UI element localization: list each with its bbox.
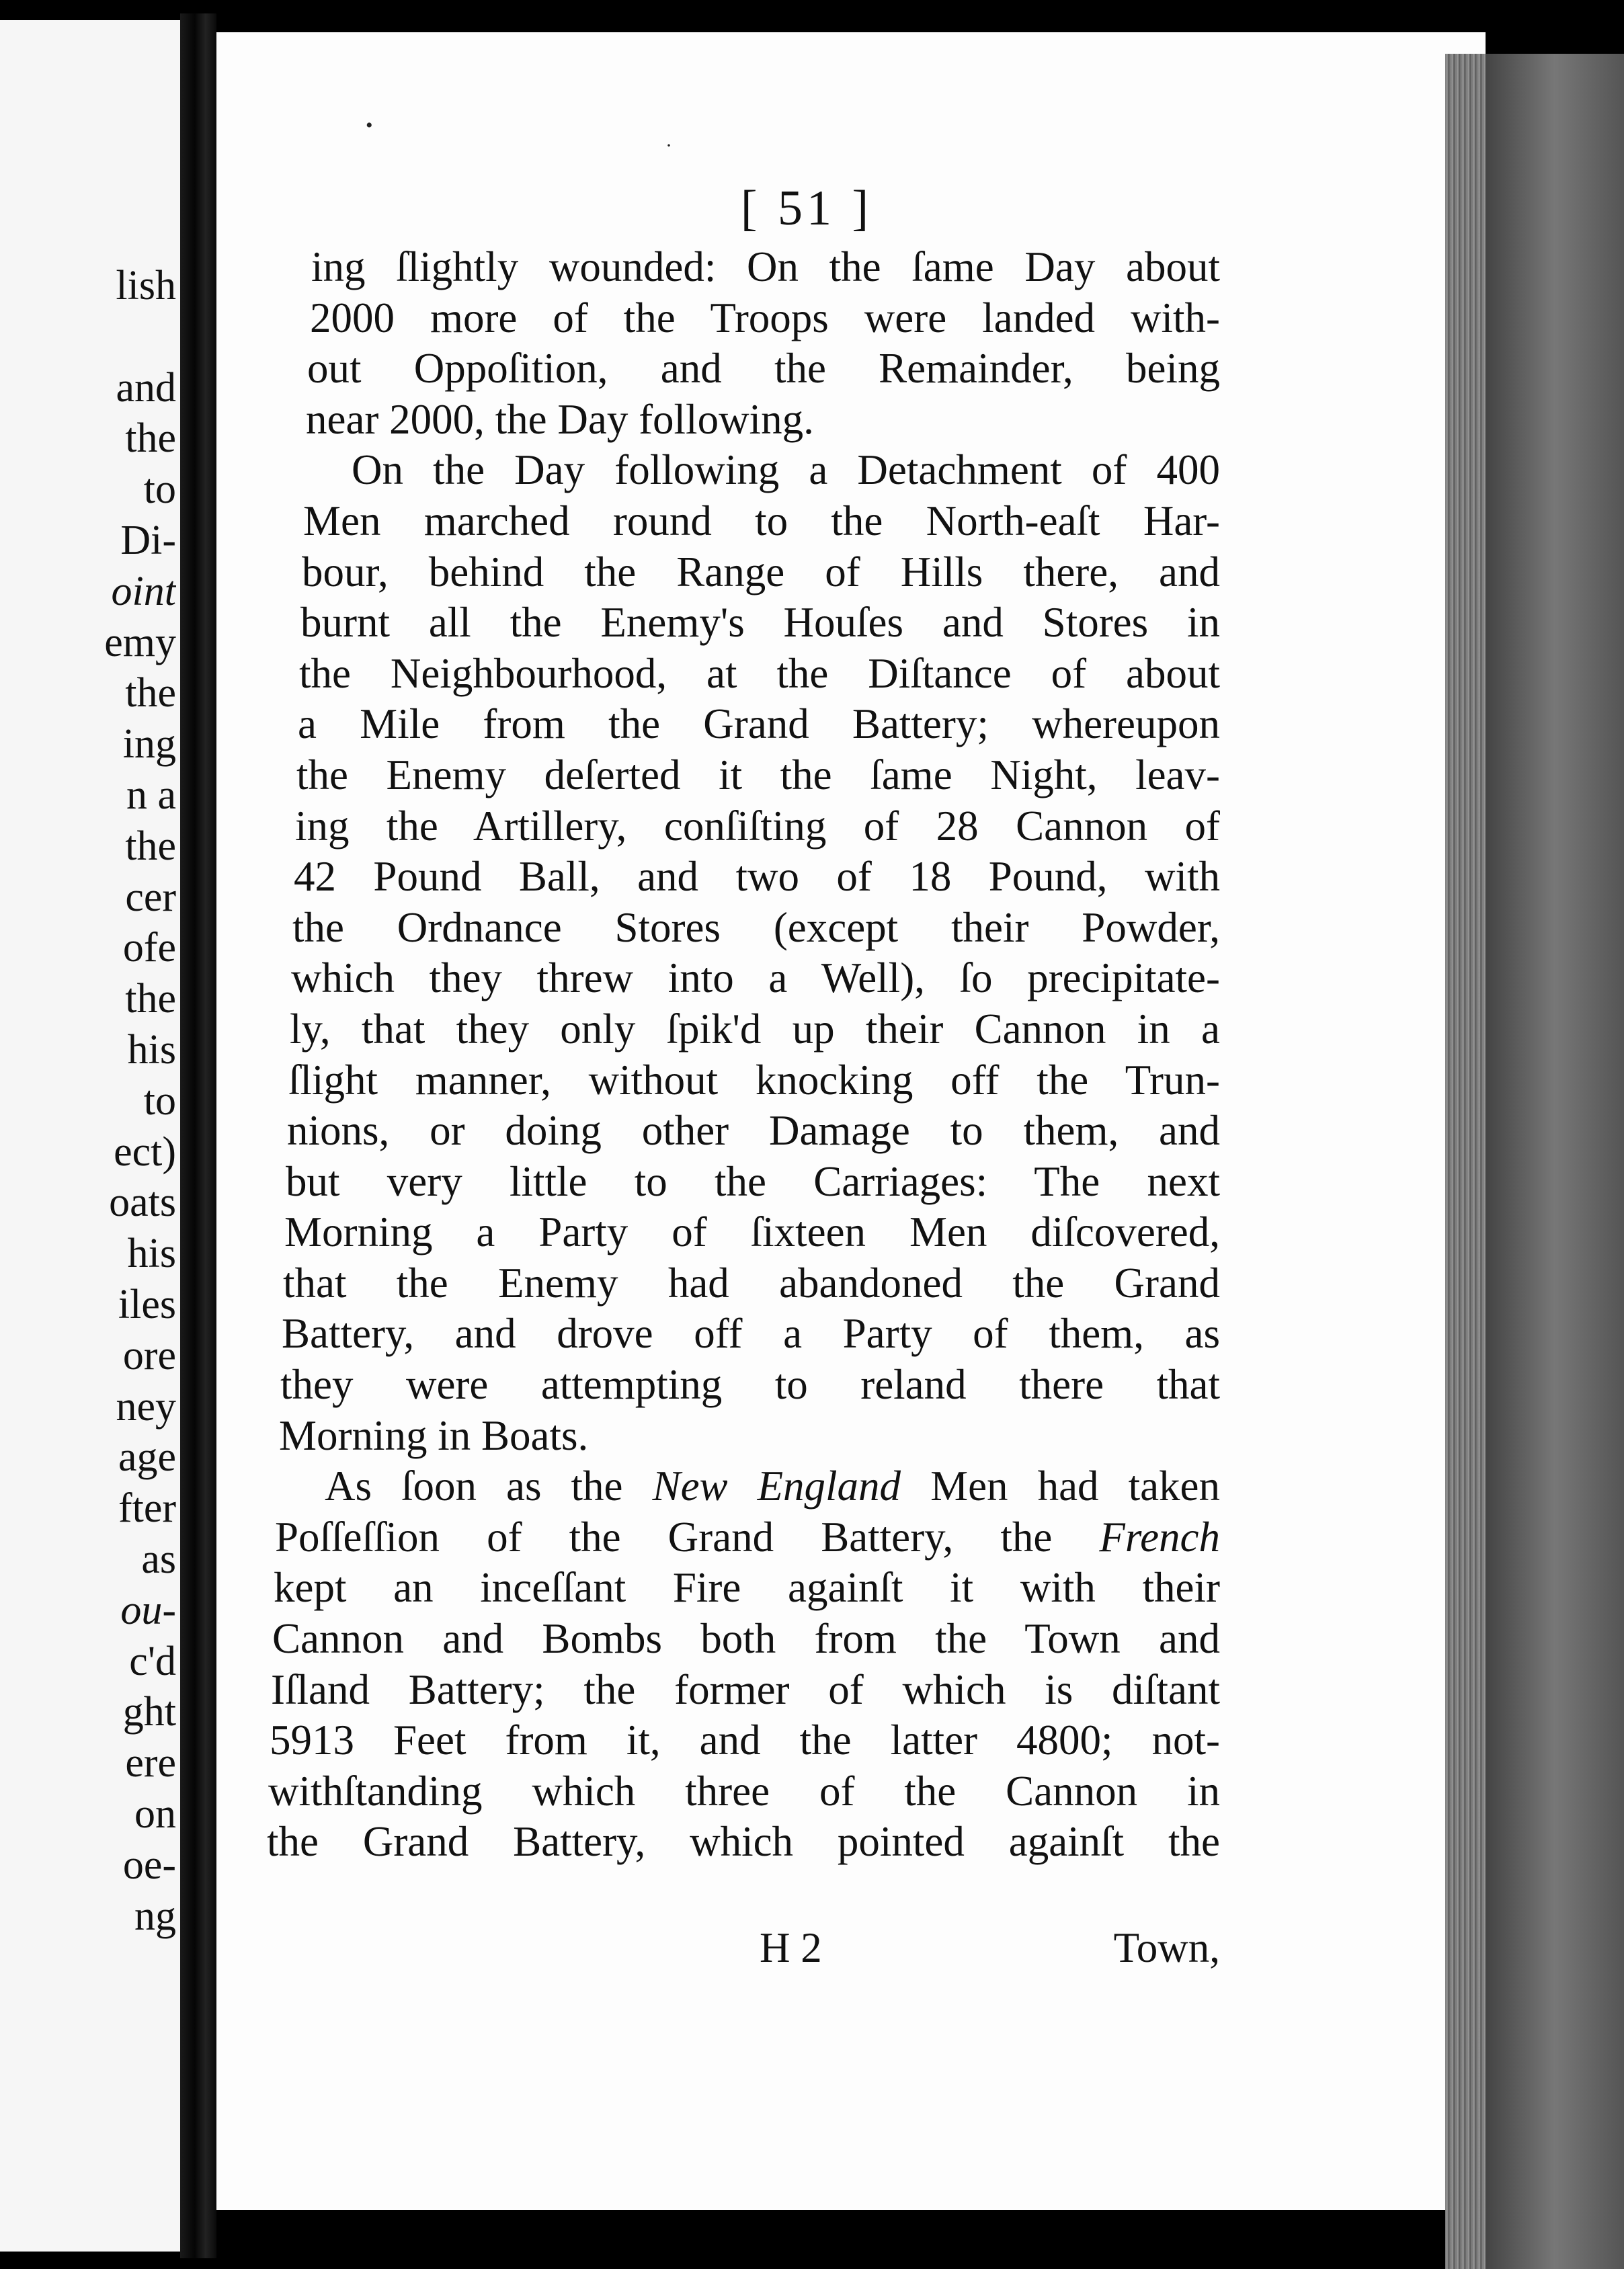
signature-mark: H 2 [760, 1924, 822, 1971]
text-line: a Mile from the Grand Battery; whereupon [298, 700, 1220, 748]
text-line: nions, or doing other Damage to them, and [287, 1107, 1220, 1155]
text-line: burnt all the Enemy's Houſes and Stores in [300, 599, 1220, 647]
text-line: out Oppoſition, and the Remainder, being [307, 345, 1220, 393]
text-line: kept an inceſſant Fire againſt it with their [274, 1564, 1220, 1612]
left-line: oe- [122, 1842, 176, 1888]
text-line: Battery, and drove off a Party of them, as [282, 1310, 1220, 1358]
text-line [266, 1512, 1220, 1563]
left-line: the [125, 670, 176, 716]
text-line: the Enemy deſerted it the ſame Night, leav- [296, 751, 1220, 798]
place-name: New England [652, 1462, 901, 1510]
line-seg: Poſſeſſion of the Grand Battery, the [275, 1513, 1100, 1561]
book-gutter [180, 13, 216, 2258]
speck: · [665, 134, 672, 157]
text-line: the Ordnance Stores (except their Powder, [292, 903, 1220, 951]
left-line: emy [104, 619, 176, 665]
text-line: which they threw into a Well), ſo precipitate- [291, 954, 1220, 1002]
left-line: ing [122, 721, 176, 768]
left-line: the [125, 823, 176, 869]
left-line: to [143, 466, 176, 513]
text-line: Iſland Battery; the former of which is diſtant [271, 1665, 1220, 1713]
left-line: iles [118, 1281, 176, 1327]
text-line: ing ſlightly wounded: On the ſame Day about [311, 243, 1220, 290]
left-line: cer [125, 874, 176, 920]
left-line [0, 312, 176, 363]
left-line: age [118, 1434, 176, 1481]
left-line: fter [118, 1485, 176, 1532]
left-line: his [127, 1026, 176, 1073]
text-line: 5913 Feet from it, and the latter 4800; not- [270, 1717, 1220, 1764]
page-footer [266, 1924, 1220, 1977]
left-line: ofe [122, 925, 176, 971]
left-page-text [0, 261, 176, 1942]
left-line: the [125, 976, 176, 1022]
left-line: the [125, 415, 176, 462]
text-line: ſlight manner, without knocking off the Trun- [288, 1056, 1220, 1104]
text-line: 2000 more of the Troops were landed with- [310, 294, 1220, 341]
left-line: his [127, 1231, 176, 1277]
left-line: lish [116, 263, 176, 308]
text-line: but very little to the Carriages: The next [286, 1157, 1220, 1205]
text-line: ly, that they only ſpik'd up their Cannon in a [290, 1005, 1220, 1053]
left-line: ect) [114, 1128, 176, 1175]
text-line: Cannon and Bombs both from the Town and [272, 1615, 1220, 1663]
page-number: [ 51 ] [740, 181, 873, 236]
left-line: Di- [120, 517, 176, 563]
text-line: the Neighbourhood, at the Diſtance of about [299, 649, 1220, 697]
left-line: c'd [129, 1638, 176, 1684]
text-line: Morning a Party of ſixteen Men diſcovered, [284, 1208, 1220, 1256]
left-line: ere [125, 1740, 176, 1786]
text-line: 42 Pound Ball, and two of 18 Pound, with [294, 853, 1220, 901]
nationality-name: French [1099, 1513, 1220, 1561]
text-line: near 2000, the Day following. [306, 395, 814, 443]
text-line: that the Enemy had abandoned the Grand [283, 1259, 1220, 1307]
text-line: Morning in Boats. [279, 1411, 589, 1459]
text-line: bour, behind the Range of Hills there, and [302, 548, 1220, 595]
left-line: to [143, 1077, 176, 1124]
text-line: Men marched round to the North-eaſt Har- [303, 497, 1220, 544]
text-line: On the Day following a Detachment of 400 [352, 446, 1220, 494]
page-edges-shadow [1486, 54, 1624, 2269]
text-line: the Grand Battery, which pointed againſt the [267, 1818, 1220, 1866]
left-line: ou- [120, 1587, 176, 1633]
left-line: as [141, 1536, 176, 1582]
text-line: withſtanding which three of the Cannon in [268, 1767, 1220, 1815]
line-seg: As ſoon as the [325, 1462, 653, 1510]
left-line: ght [122, 1689, 176, 1735]
left-line: ng [134, 1893, 176, 1939]
left-line: and [116, 364, 176, 411]
left-line: oats [109, 1180, 176, 1226]
left-line: on [134, 1790, 176, 1837]
line-seg: Men had taken [901, 1462, 1220, 1510]
left-line: n a [126, 772, 176, 818]
left-line: ney [116, 1383, 176, 1430]
text-line: they were attempting to reland there that [280, 1361, 1220, 1409]
page-body [266, 242, 1220, 1868]
left-line: ore [122, 1332, 176, 1378]
text-line [266, 1461, 1220, 1512]
catchword: Town, [1113, 1924, 1220, 1971]
text-line: ing the Artillery, conſiſting of 28 Cannon of [295, 802, 1220, 850]
left-line: oint [111, 568, 176, 614]
speck: • [366, 114, 373, 136]
